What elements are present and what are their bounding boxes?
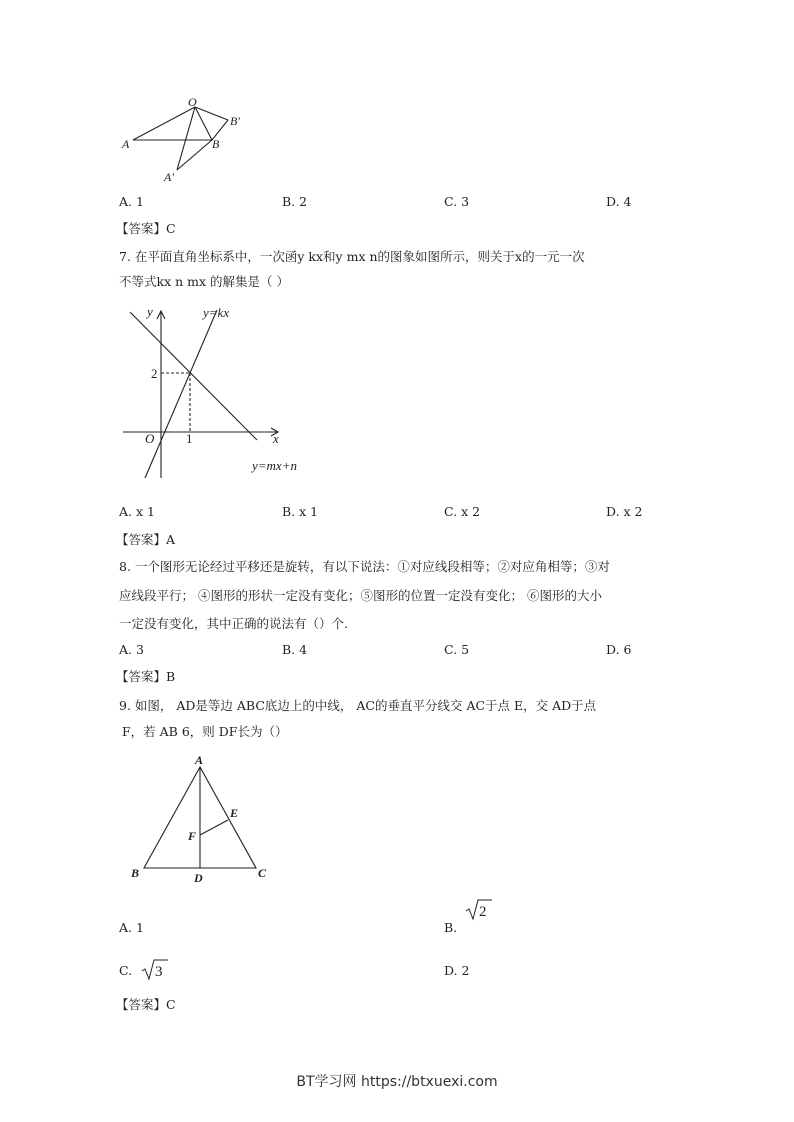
q7-line-mxn-label: y=mx+n xyxy=(252,458,297,473)
q9-label-b: B xyxy=(131,866,140,880)
q8-option-c: C. 5 xyxy=(444,642,470,657)
q6-label-a1: A′ xyxy=(164,170,174,184)
q7-graph xyxy=(115,300,315,482)
q9-option-c xyxy=(119,963,132,978)
q7-text-line1: 7. 在平面直角坐标系中，一次函y kx和y mx n的图象如图所示，则关于x的一元一次 xyxy=(119,249,585,264)
q9-label-c: C xyxy=(258,866,267,880)
q7-answer: 【答案】A xyxy=(116,532,176,547)
q7-tick-2: 2 xyxy=(151,366,158,381)
q7-option-a: A. x 1 xyxy=(119,504,155,519)
q9-text-line2: F，若 AB 6，则 DF长为（） xyxy=(122,724,288,739)
q8-option-b: B. 4 xyxy=(282,642,308,657)
q7-option-d: D. x 2 xyxy=(606,504,643,519)
q6-option-a: A. 1 xyxy=(119,194,144,209)
q9-option-c-label: C. xyxy=(119,963,133,978)
q7-axis-x-label: x xyxy=(273,431,279,446)
q9-option-b xyxy=(444,920,457,935)
q9-option-b-sqrt xyxy=(464,898,494,922)
q7-origin-label: O xyxy=(145,431,155,446)
q7-line-kx-label: y=kx xyxy=(203,305,230,320)
q9-option-b-value: 2 xyxy=(479,904,487,920)
q9-text-line1: 9. 如图， AD是等边 ABC底边上的中线， AC的垂直平分线交 AC于点 E，交 AD于点 xyxy=(119,698,597,713)
q7-tick-1: 1 xyxy=(186,431,193,446)
q7-option-b: B. x 1 xyxy=(282,504,319,519)
q9-option-c-sqrt xyxy=(140,958,170,982)
q8-option-a: A. 3 xyxy=(119,642,144,657)
q6-option-c: C. 3 xyxy=(444,194,470,209)
q6-label-a: A xyxy=(122,137,130,151)
q8-text-line3: 一定没有变化，其中正确的说法有（）个. xyxy=(119,616,348,631)
q7-option-c: C. x 2 xyxy=(444,504,481,519)
q9-label-a: A xyxy=(195,753,204,767)
q7-axis-y-label: y xyxy=(147,304,153,319)
q6-label-b1: B′ xyxy=(230,114,240,128)
q9-label-d: D xyxy=(194,871,203,885)
q8-text-line1: 8. 一个图形无论经过平移还是旋转，有以下说法：①对应线段相等；②对应角相等；③对 xyxy=(119,559,610,574)
q6-label-o: O xyxy=(188,95,197,109)
q9-figure xyxy=(125,750,275,885)
page-footer: BT学习网 https://btxuexi.com xyxy=(296,1074,498,1090)
q8-answer: 【答案】B xyxy=(116,669,176,684)
q9-label-f: F xyxy=(188,829,197,843)
q8-option-d: D. 6 xyxy=(606,642,632,657)
q6-answer: 【答案】C xyxy=(116,221,176,236)
q9-option-c-value: 3 xyxy=(155,964,163,980)
q7-text-line2: 不等式kx n mx 的解集是（ ） xyxy=(119,274,289,289)
q6-option-b: B. 2 xyxy=(282,194,308,209)
q9-answer: 【答案】C xyxy=(116,997,176,1012)
q9-option-d: D. 2 xyxy=(444,963,470,978)
q6-figure xyxy=(115,92,255,187)
q9-label-e: E xyxy=(230,806,239,820)
q6-option-d: D. 4 xyxy=(606,194,632,209)
q9-option-a: A. 1 xyxy=(119,920,144,935)
q8-text-line2: 应线段平行； ④图形的形状一定没有变化；⑤图形的位置一定没有变化； ⑥图形的大小 xyxy=(119,588,602,603)
q9-option-b-label: B. xyxy=(444,920,458,935)
q6-label-b: B xyxy=(212,137,220,151)
